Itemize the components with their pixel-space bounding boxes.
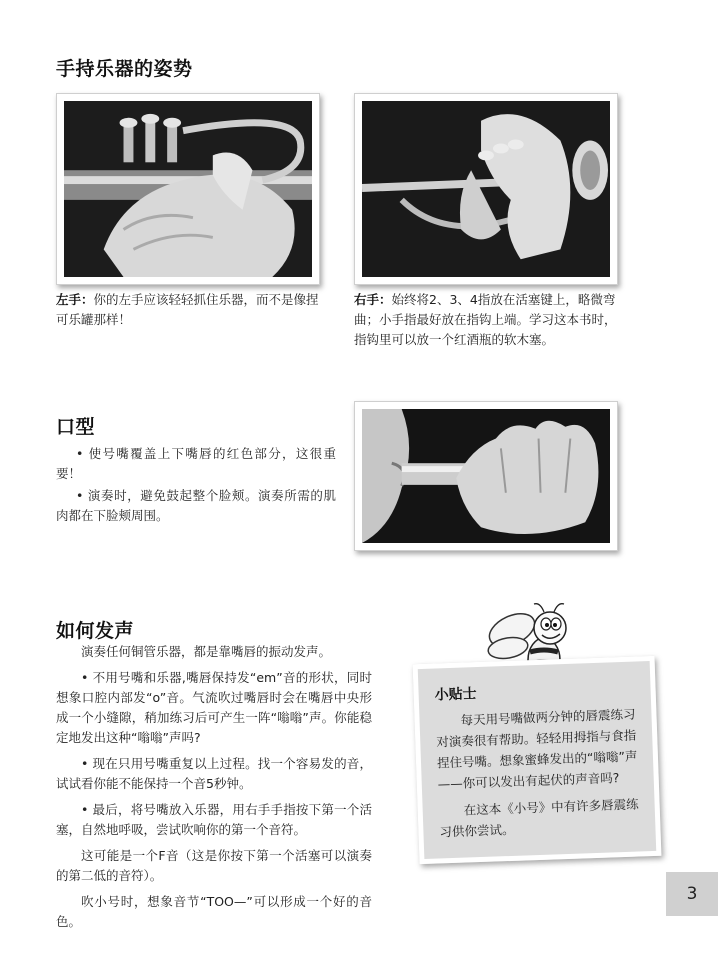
section-title-embouchure: 口型 [56,416,96,438]
left-hand-photo [56,93,320,285]
sound-paragraph-2: • 不用号嘴和乐器,嘴唇保持发“em”音的形状，同时想象口腔内部发“o”音。气流吹过嘴唇时会在嘴唇中央形成一个小缝隙，稍加练习后可产生一阵“嗡嗡”声。你能稳定地发出这种“嗡嗡”声吗? [56,670,372,745]
right-hand-photo [354,93,618,285]
right-hand-caption [354,290,620,350]
right-hand-label: 右手： [354,292,392,307]
left-hand-text: 你的左手应该轻轻抓住乐器，而不是像捏可乐罐那样！ [56,292,319,327]
tip-paragraph-2: 在这本《小号》中有许多唇震练习供你尝试。 [439,796,639,840]
sound-paragraph-1: 演奏任何铜管乐器，都是靠嘴唇的振动发声。 [81,644,332,659]
mouthpiece-photo [354,401,618,551]
left-hand-caption [56,290,324,330]
section-title-holding: 手持乐器的姿势 [56,58,193,80]
sound-paragraph-5: 这可能是一个F音（这是你按下第一个活塞可以演奏的第二低的音符）。 [56,848,372,883]
section-title-sound: 如何发声 [56,620,135,642]
tip-paragraph-1: 每天用号嘴做两分钟的唇震练习对演奏很有帮助。轻轻用拇指与食指捏住号嘴。想象蜜蜂发出的“嗡嗡”声——你可以发出有起伏的声音吗? [436,706,638,792]
sound-paragraph-3: • 现在只用号嘴重复以上过程。找一个容易发的音，试试看你能不能保持一个音5秒钟。 [56,756,372,791]
sound-paragraph-4: • 最后，将号嘴放入乐器，用右手手指按下第一个活塞，自然地呼吸，尝试吹响你的第一个音符。 [56,802,372,837]
embouchure-bullet-2: • 演奏时，避免鼓起整个脸颊。演奏所需的肌肉都在下脸颊周围。 [56,488,336,523]
sound-paragraph-6: 吹小号时，想象音节“TOO—”可以形成一个好的音色。 [56,894,372,929]
embouchure-bullets [56,444,336,526]
sound-paragraphs [56,642,372,932]
embouchure-bullet-1: • 使号嘴覆盖上下嘴唇的红色部分，这很重要！ [56,446,336,481]
left-hand-label: 左手： [56,292,94,307]
tip-title: 小贴士 [434,686,477,704]
right-hand-text: 始终将2、3、4指放在活塞键上，略微弯曲；小手指最好放在指钩上端。学习这本书时，指钩里可以放一个红酒瓶的软木塞。 [354,292,617,347]
tip-card [413,656,662,864]
page-number: 3 [666,872,718,916]
